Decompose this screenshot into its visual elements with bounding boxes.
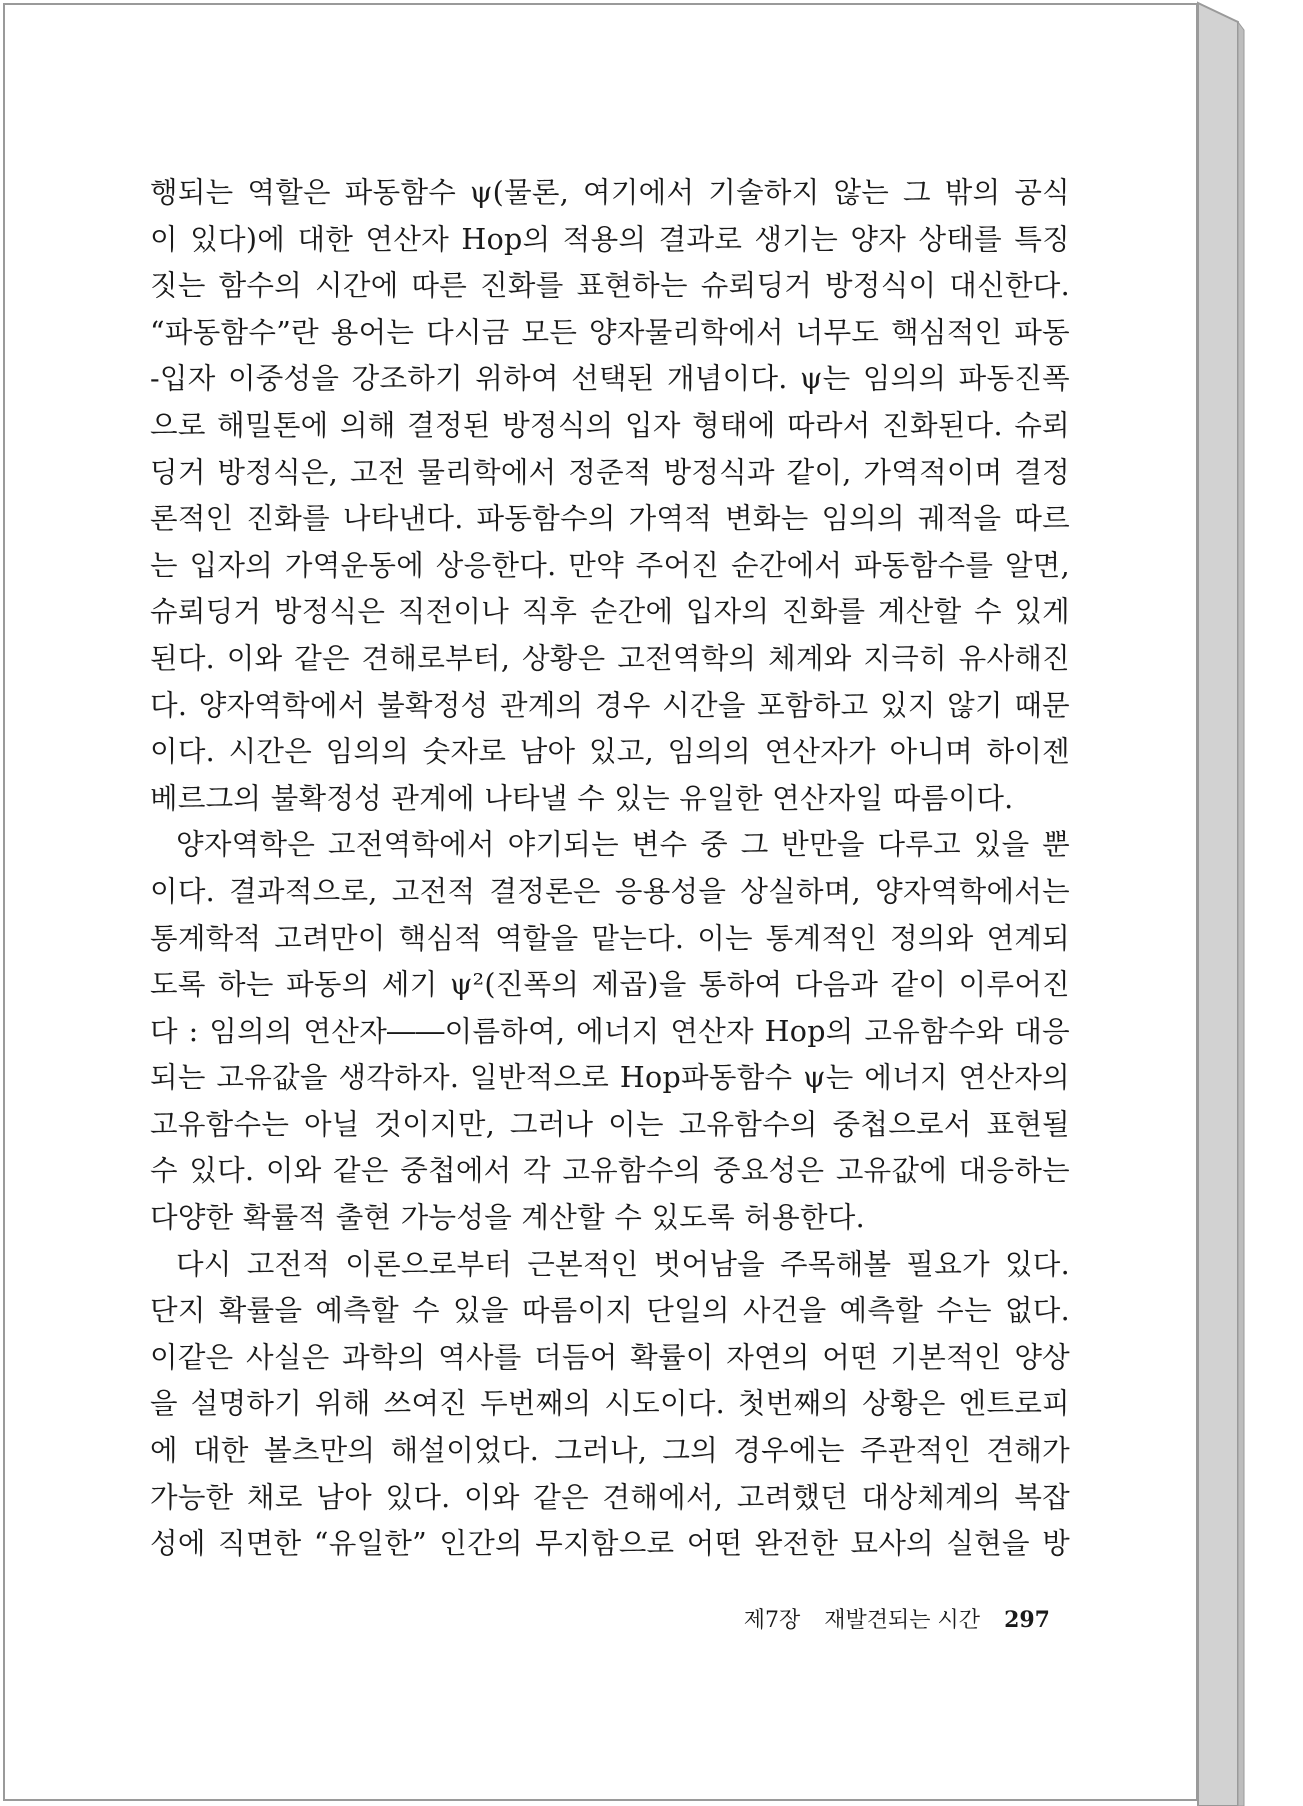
text-line: 으로 해밀톤에 의해 결정된 방정식의 입자 형태에 따라서 진화된다. 슈뢰 xyxy=(150,408,1070,442)
text-line: 수 있다. 이와 같은 중첩에서 각 고유함수의 중요성은 고유값에 대응하는 xyxy=(150,1154,1070,1188)
text-line: 에 대한 볼츠만의 해설이었다. 그러나, 그의 경우에는 주관적인 견해가 xyxy=(150,1434,1070,1468)
text-line: 고유함수는 아닐 것이지만, 그러나 이는 고유함수의 중첩으로서 표현될 xyxy=(150,1107,1070,1141)
footer-chapter-title: 재발견되는 시간 xyxy=(824,1608,981,1633)
text-line: 다 : 임의의 연산자――이름하여, 에너지 연산자 Hop의 고유함수와 대응 xyxy=(150,1014,1070,1048)
text-line: 가능한 채로 남아 있다. 이와 같은 견해에서, 고려했던 대상체계의 복잡 xyxy=(150,1480,1070,1514)
body-text xyxy=(150,170,1070,1568)
text-line: 다시 고전적 이론으로부터 근본적인 벗어남을 주목해볼 필요가 있다. xyxy=(176,1247,1070,1281)
text-line: 다. 양자역학에서 불확정성 관계의 경우 시간을 포함하고 있지 않기 때문 xyxy=(150,688,1070,722)
footer-chapter-number: 제7장 xyxy=(743,1608,801,1633)
text-line: 이다. 시간은 임의의 숫자로 남아 있고, 임의의 연산자가 아니며 하이젠 xyxy=(150,735,1070,769)
text-line: 딩거 방정식은, 고전 물리학에서 정준적 방정식과 같이, 가역적이며 결정 xyxy=(150,455,1070,489)
text-line: 짓는 함수의 시간에 따른 진화를 표현하는 슈뢰딩거 방정식이 대신한다. xyxy=(150,269,1070,303)
text-line: 이 있다)에 대한 연산자 Hop의 적용의 결과로 생기는 양자 상태를 특징 xyxy=(150,222,1070,256)
text-line: 통계학적 고려만이 핵심적 역할을 맡는다. 이는 통계적인 정의와 연계되 xyxy=(150,921,1070,955)
text-line: 된다. 이와 같은 견해로부터, 상황은 고전역학의 체계와 지극히 유사해진 xyxy=(150,641,1070,675)
text-line: 베르그의 불확정성 관계에 나타낼 수 있는 유일한 연산자일 따름이다. xyxy=(150,781,1014,815)
text-line: 단지 확률을 예측할 수 있을 따름이지 단일의 사건을 예측할 수는 없다. xyxy=(150,1294,1070,1328)
running-footer xyxy=(740,1603,1050,1634)
text-line: 을 설명하기 위해 쓰여진 두번째의 시도이다. 첫번째의 상황은 엔트로피 xyxy=(150,1387,1070,1421)
text-line: 도록 하는 파동의 세기 ψ²(진폭의 제곱)을 통하여 다음과 같이 이루어진 xyxy=(150,968,1070,1002)
text-line: 슈뢰딩거 방정식은 직전이나 직후 순간에 입자의 진화를 계산할 수 있게 xyxy=(150,595,1070,629)
text-line: 행되는 역할은 파동함수 ψ(물론, 여기에서 기술하지 않는 그 밖의 공식 xyxy=(150,176,1070,209)
text-line: 다양한 확률적 출현 가능성을 계산할 수 있도록 허용한다. xyxy=(150,1201,865,1235)
page-number: 297 xyxy=(1004,1607,1050,1633)
text-line: 성에 직면한 “유일한” 인간의 무지함으로 어떤 완전한 묘사의 실현을 방 xyxy=(150,1527,1070,1561)
text-line: -입자 이중성을 강조하기 위하여 선택된 개념이다. ψ는 임의의 파동진폭 xyxy=(150,362,1070,396)
text-line: 론적인 진화를 나타낸다. 파동함수의 가역적 변화는 임의의 궤적을 따르 xyxy=(150,502,1070,536)
text-line: 되는 고유값을 생각하자. 일반적으로 Hop파동함수 ψ는 에너지 연산자의 xyxy=(150,1061,1070,1095)
text-line: “파동함수”란 용어는 다시금 모든 양자물리학에서 너무도 핵심적인 파동 xyxy=(150,315,1070,349)
text-line: 는 입자의 가역운동에 상응한다. 만약 주어진 순간에서 파동함수를 알면, xyxy=(150,548,1070,582)
text-line: 이같은 사실은 과학의 역사를 더듬어 확률이 자연의 어떤 기본적인 양상 xyxy=(150,1340,1070,1374)
text-line: 양자역학은 고전역학에서 야기되는 변수 중 그 반만을 다루고 있을 뿐 xyxy=(176,828,1070,862)
text-line: 이다. 결과적으로, 고전적 결정론은 응용성을 상실하며, 양자역학에서는 xyxy=(150,874,1070,908)
